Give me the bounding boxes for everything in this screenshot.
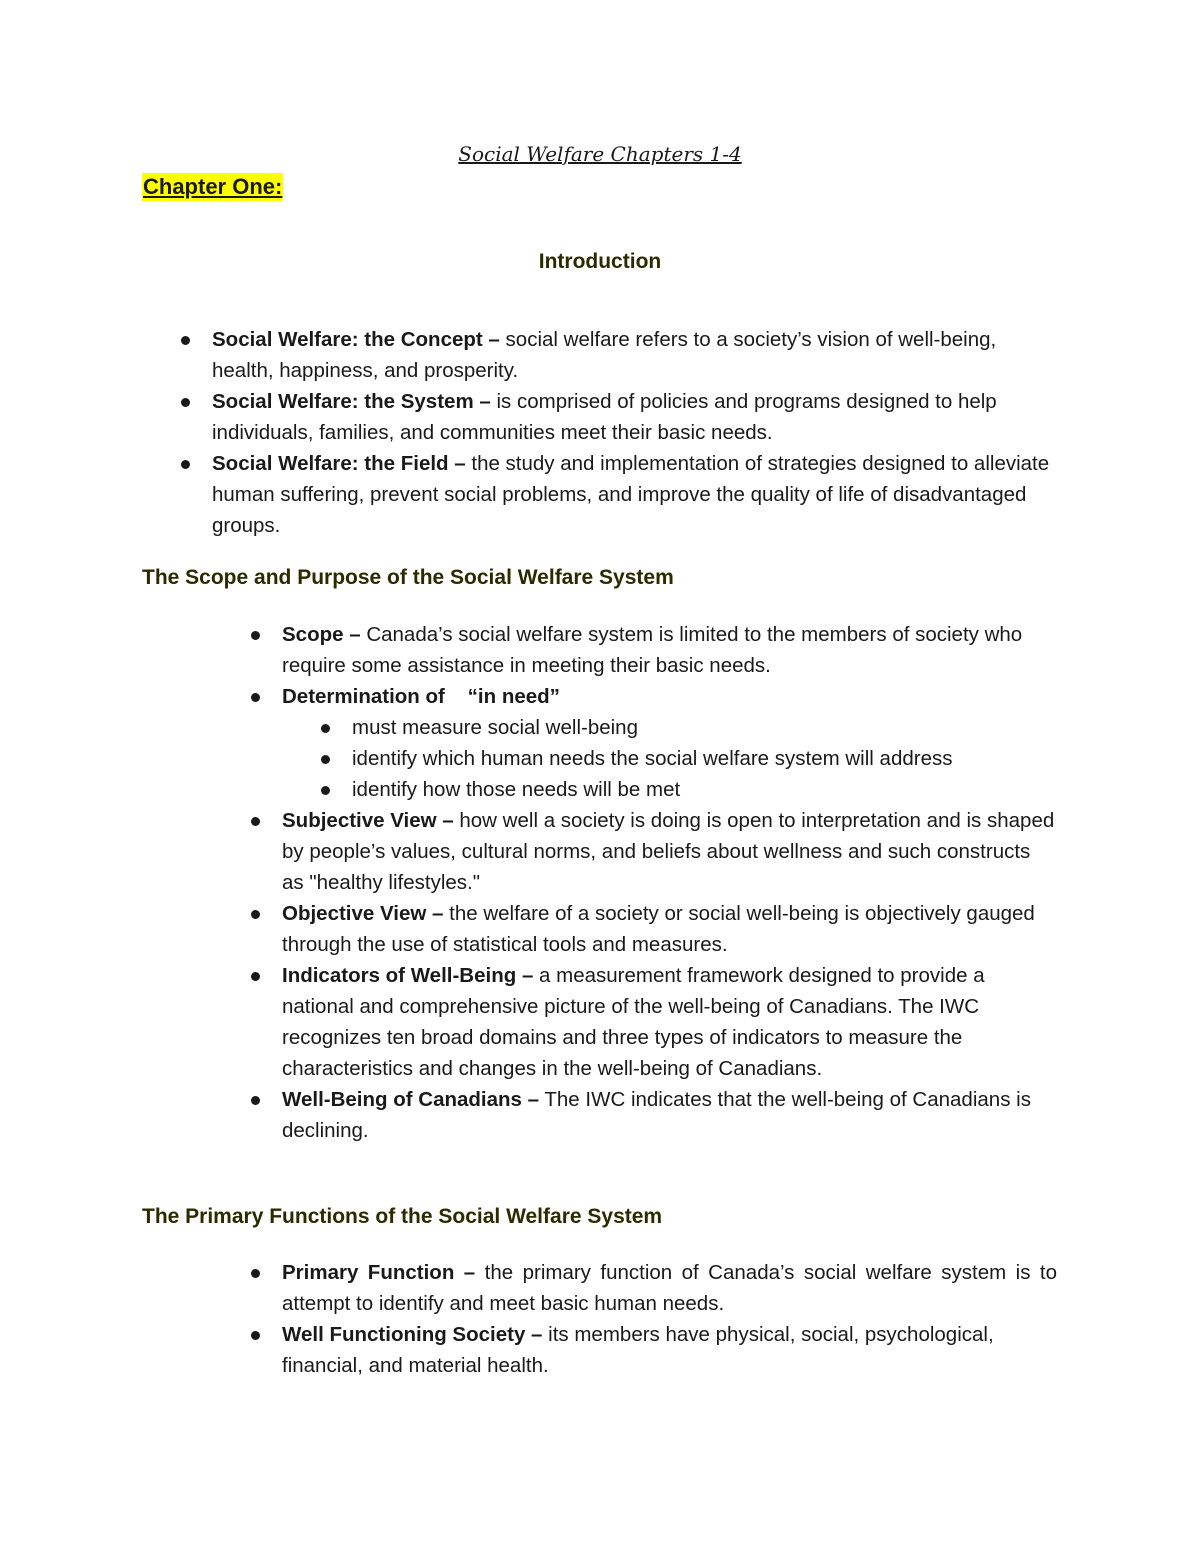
item-text: Canada’s social welfare system is limited to the members of society who require some assistance in meeting their basic needs.: [282, 623, 1023, 677]
item-term: Social Welfare: the Field –: [212, 452, 466, 475]
intro-list: [212, 324, 1062, 541]
item-term: Well-Being of Canadians –: [282, 1088, 540, 1111]
primary-list: [282, 1257, 1057, 1381]
list-item: [212, 448, 1062, 541]
list-item: [282, 1084, 1057, 1146]
item-text: is comprised of policies and programs designed to help individuals, families, and communities meet their basic needs.: [212, 390, 997, 444]
sub-list-item: identify how those needs will be met: [352, 774, 1057, 805]
sub-list-item: must measure social well-being: [352, 712, 1057, 743]
item-text: its members have physical, social, psychological, financial, and material health.: [282, 1323, 994, 1377]
list-item: [282, 960, 1057, 1084]
item-term: Scope –: [282, 623, 361, 646]
item-text: the primary function of Canada’s social welfare system is to attempt to identify and meet basic human needs.: [282, 1261, 1057, 1315]
list-item: [282, 619, 1057, 681]
item-term: Social Welfare: the System –: [212, 390, 491, 413]
item-text: a measurement framework designed to provide a national and comprehensive picture of the well-being of Canadians. The IWC recognizes ten broad domains and three types of indicators to measure the characteristics and changes in the well-being of Canadians.: [282, 964, 985, 1080]
list-item: [212, 386, 1062, 448]
item-text: how well a society is doing is open to interpretation and is shaped by people’s values, cultural norms, and beliefs about wellness and such constructs as "healthy lifestyles.": [282, 809, 1055, 894]
list-item: [212, 324, 1062, 386]
item-term: Primary Function –: [282, 1261, 476, 1284]
item-term: Indicators of Well-Being –: [282, 964, 534, 987]
item-term: Determination of “in need”: [282, 685, 560, 708]
item-text: the study and implementation of strategies designed to alleviate human suffering, prevent social problems, and improve the quality of life of disadvantaged groups.: [212, 452, 1050, 537]
primary-heading: The Primary Functions of the Social Welfare System: [142, 1205, 663, 1228]
scope-heading: The Scope and Purpose of the Social Welfare System: [142, 566, 674, 589]
list-item: [282, 1319, 1057, 1381]
item-term: Objective View –: [282, 902, 444, 925]
item-text: social welfare refers to a society’s vision of well-being, health, happiness, and prosperity.: [212, 328, 997, 382]
document-title: Social Welfare Chapters 1-4: [458, 142, 742, 166]
list-item: [282, 805, 1057, 898]
item-term: Social Welfare: the Concept –: [212, 328, 500, 351]
need-sublist: [282, 712, 1057, 805]
item-term: Well Functioning Society –: [282, 1323, 543, 1346]
item-text: The IWC indicates that the well-being of Canadians is declining.: [282, 1088, 1031, 1142]
intro-heading: Introduction: [538, 250, 662, 273]
sub-list-item: identify which human needs the social welfare system will address: [352, 743, 1057, 774]
item-term: Subjective View –: [282, 809, 454, 832]
list-item: [282, 898, 1057, 960]
scope-list: [282, 619, 1057, 1146]
list-item: [282, 1257, 1057, 1319]
item-text: the welfare of a society or social well-being is objectively gauged through the use of statistical tools and measures.: [282, 902, 1035, 956]
chapter-heading: Chapter One:: [143, 174, 283, 199]
list-item: [282, 681, 1057, 805]
